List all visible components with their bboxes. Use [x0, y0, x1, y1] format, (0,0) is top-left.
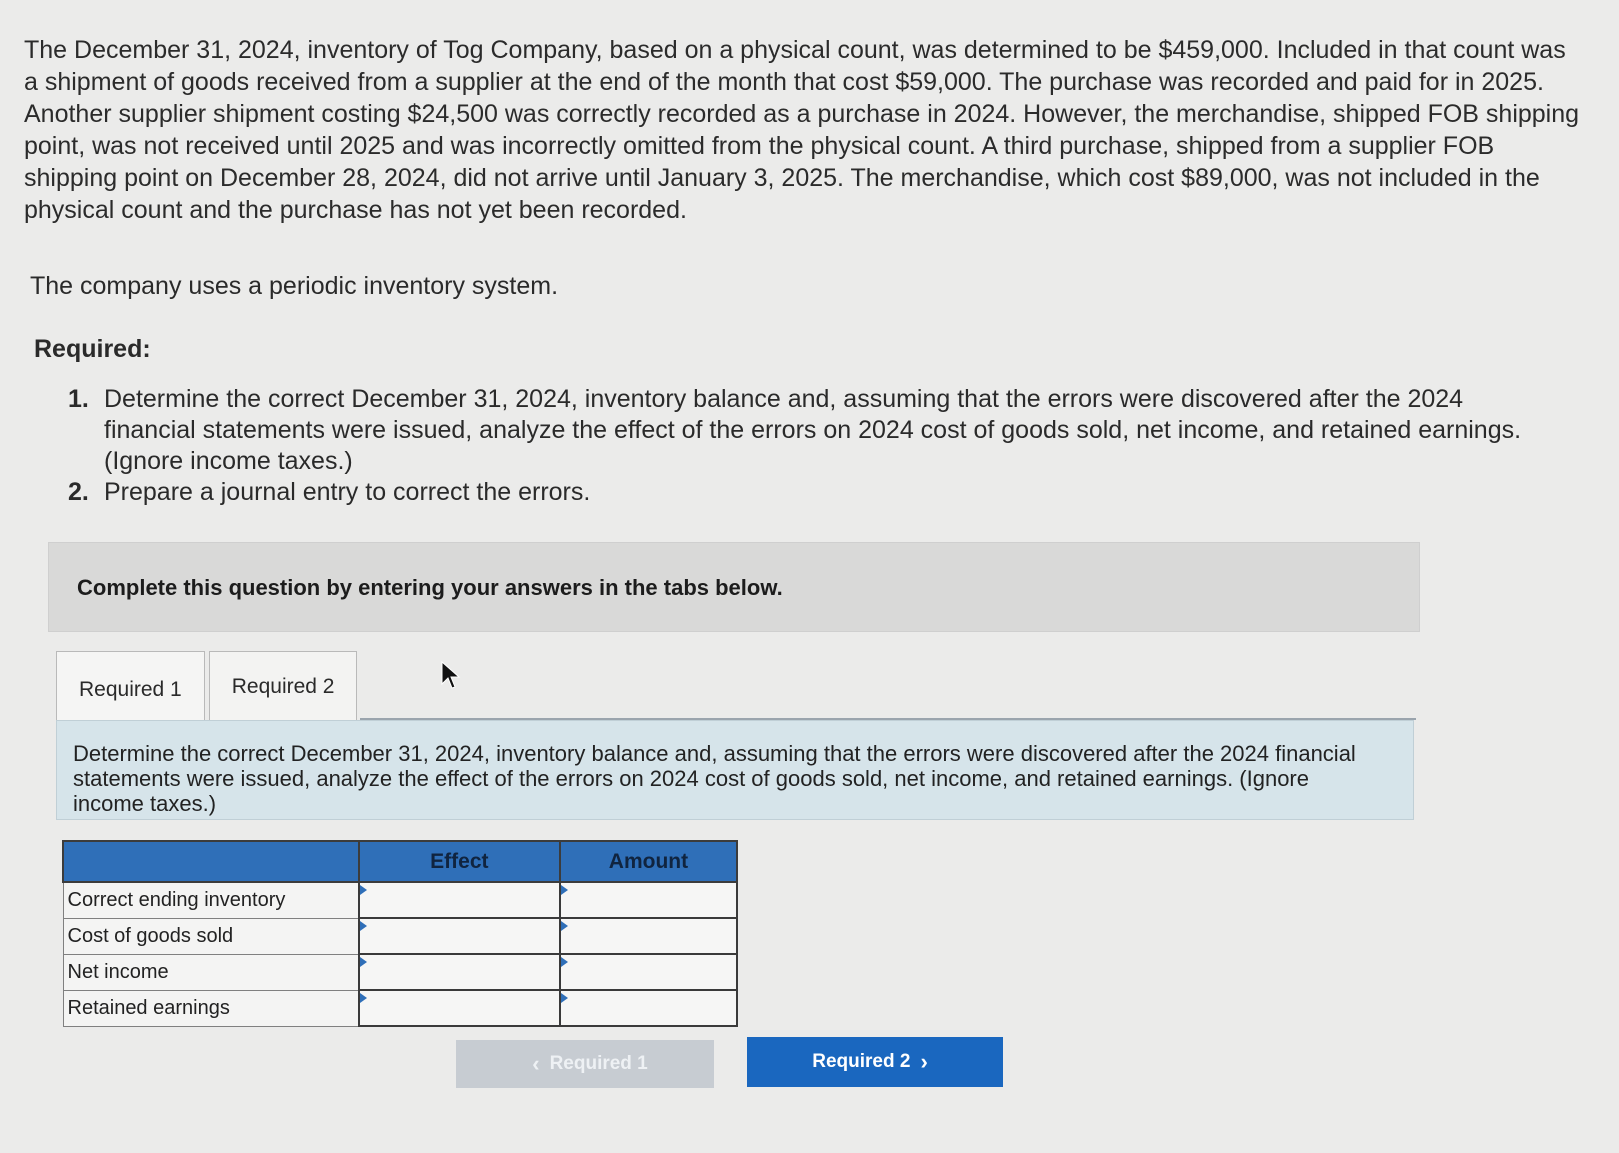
previous-button-label: Required 1 [549, 1053, 648, 1074]
table-header-row [63, 841, 737, 882]
row-label: Cost of goods sold [63, 918, 359, 954]
required-item-1 [68, 384, 1548, 477]
table-row [63, 990, 737, 1026]
question-prompt [56, 720, 1414, 820]
required-item-2 [68, 477, 1548, 508]
effect-select[interactable] [359, 882, 560, 918]
next-button-label: Required 2 [812, 1051, 911, 1072]
previous-button[interactable] [456, 1040, 714, 1088]
answer-table [62, 840, 738, 1027]
row-label: Correct ending inventory [63, 882, 359, 918]
header-effect: Effect [359, 841, 560, 882]
inventory-system-note: The company uses a periodic inventory system. [30, 272, 559, 300]
mouse-pointer-icon [440, 660, 462, 690]
problem-paragraph: The December 31, 2024, inventory of Tog Company, based on a physical count, was determined to be $459,000. Included in that count was a shipment of goods received from a supplier at the end of the month that cost $59,000. The purchase was recorded and paid for in 2025. Another supplier shipment costing $24,500 was correctly recorded as a purchase in 2024. However, the merchandise, shipped FOB shipping point, was not received until 2025 and was incorrectly omitted from the physical count. A third purchase, shipped from a supplier FOB shipping point on December 28, 2024, did not arrive until January 3, 2025. The merchandise, which cost $89,000, was not included in the physical count and the purchase has not yet been recorded. [24, 36, 1580, 224]
tab-required-2[interactable]: Required 2 [209, 651, 358, 723]
required-item-text: Prepare a journal entry to correct the errors. [104, 478, 591, 506]
instruction-text: Complete this question by entering your answers in the tabs below. [77, 575, 783, 600]
table-row [63, 918, 737, 954]
chevron-right-icon: › [920, 1049, 928, 1074]
next-button[interactable] [747, 1037, 1003, 1087]
header-amount: Amount [560, 841, 737, 882]
effect-select[interactable] [359, 954, 560, 990]
amount-input[interactable] [560, 954, 737, 990]
instruction-banner [48, 542, 1420, 632]
tab-required-1[interactable]: Required 1 [56, 651, 205, 727]
row-label: Retained earnings [63, 990, 359, 1026]
required-list [68, 384, 1548, 508]
row-label: Net income [63, 954, 359, 990]
required-item-text: Determine the correct December 31, 2024, inventory balance and, assuming that the errors were discovered after the 2024 financial statements were issued, analyze the effect of the errors on 2024 cost of goods sold, net income, and retained earnings. (Ignore income taxes.) [104, 385, 1522, 475]
required-item-number: 2. [68, 478, 89, 506]
table-row [63, 882, 737, 918]
amount-input[interactable] [560, 882, 737, 918]
tab-bar [56, 651, 361, 725]
chevron-left-icon: ‹ [532, 1051, 540, 1076]
table-row [63, 954, 737, 990]
effect-select[interactable] [359, 990, 560, 1026]
problem-text [24, 34, 1584, 226]
prompt-text: Determine the correct December 31, 2024, inventory balance and, assuming that the errors were discovered after the 2024 financial statements were issued, analyze the effect of the errors on 2024 cost of goods sold, net income, and retained earnings. (Ignore income taxes.) [73, 741, 1356, 816]
amount-input[interactable] [560, 918, 737, 954]
required-heading: Required: [34, 335, 151, 363]
required-item-number: 1. [68, 385, 89, 413]
effect-select[interactable] [359, 918, 560, 954]
amount-input[interactable] [560, 990, 737, 1026]
header-blank [63, 841, 359, 882]
